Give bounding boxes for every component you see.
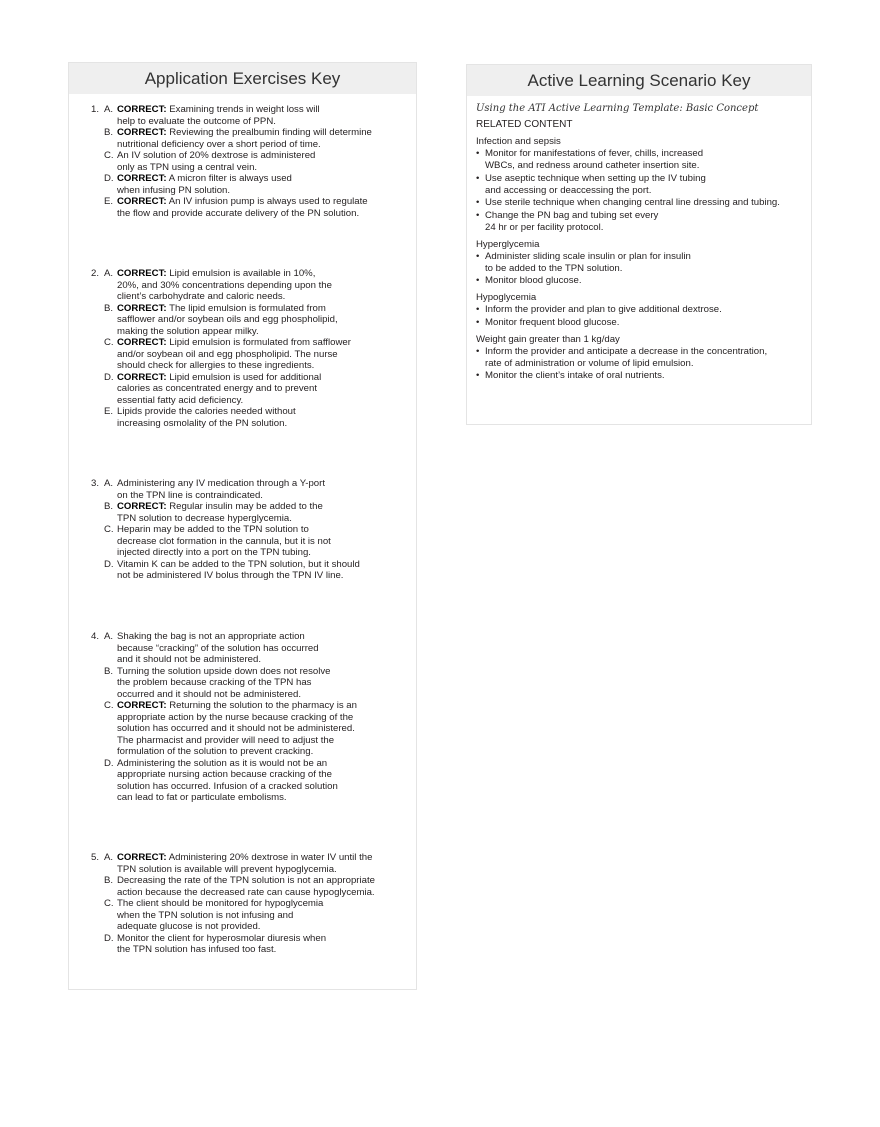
option-text: only as TPN using a central vein.	[117, 161, 258, 173]
answer-option	[69, 127, 409, 150]
option-text-line	[117, 910, 409, 922]
answer-option	[69, 104, 409, 127]
option-text-line	[117, 559, 409, 571]
answer-option	[69, 631, 409, 666]
option-text-line	[117, 898, 409, 910]
option-text-line	[117, 643, 409, 655]
option-text-line	[117, 383, 409, 395]
answer-option	[69, 173, 409, 196]
option-text-line	[117, 303, 409, 315]
option-letter: A.	[104, 268, 114, 279]
answer-option	[69, 700, 409, 758]
bullet-icon: •	[476, 172, 480, 184]
option-letter: B.	[104, 875, 114, 886]
bullet-item	[476, 251, 811, 275]
option-text-line	[117, 570, 409, 582]
question-3	[69, 478, 409, 582]
option-text-line	[117, 185, 409, 197]
option-text-line	[117, 666, 409, 678]
bullet-text: Monitor for manifestations of fever, chills, increased	[485, 148, 704, 159]
option-text: Monitor the client for hyperosmolar diuresis when	[117, 932, 327, 944]
option-text: TPN solution to decrease hyperglycemia.	[117, 512, 292, 524]
option-text-line	[117, 547, 409, 559]
option-text-line	[117, 758, 409, 770]
option-letter: D.	[104, 932, 114, 944]
application-exercises-key-panel	[68, 62, 417, 990]
option-letter: D.	[104, 558, 114, 570]
content-section	[476, 334, 811, 383]
option-text-line	[117, 116, 409, 128]
option-text: 20%, and 30% concentrations depending upon the	[117, 279, 332, 291]
option-letter: A.	[104, 478, 114, 489]
option-text-line	[117, 654, 409, 666]
option-text: nutritional deficiency over a short period of time.	[117, 138, 321, 150]
option-text: client’s carbohydrate and caloric needs.	[117, 291, 286, 302]
option-text: safflower and/or soybean oils and egg phospholipid,	[117, 314, 338, 325]
section-heading: Infection and sepsis	[476, 136, 561, 147]
correct-label: CORRECT:	[117, 127, 167, 138]
option-text: A micron filter is always used	[168, 173, 292, 184]
bullet-text: to be added to the TPN solution.	[485, 262, 623, 274]
option-text-line	[117, 280, 409, 292]
option-text: Administering the solution as it is would not be an	[117, 757, 328, 769]
option-text: Administering 20% dextrose in water IV until the	[168, 852, 373, 863]
answer-option	[69, 303, 409, 338]
bullet-item	[476, 197, 811, 209]
bullet-text: Inform the provider and anticipate a decrease in the concentration,	[485, 345, 768, 357]
bullet-icon: •	[476, 148, 480, 159]
option-text-line	[117, 792, 409, 804]
option-text: when the TPN solution is not infusing and	[117, 909, 294, 921]
bullet-icon: •	[476, 345, 480, 357]
option-text: because “cracking” of the solution has occurred	[117, 642, 319, 654]
related-content-label: RELATED CONTENT	[476, 119, 573, 130]
option-text: Lipids provide the calories needed without	[117, 406, 296, 417]
option-text: Regular insulin may be added to the	[169, 501, 323, 512]
section-heading: Hypoglycemia	[476, 292, 537, 303]
option-text-line	[117, 887, 409, 899]
option-text: Administering any IV medication through a Y-port	[117, 478, 325, 489]
option-text: the problem because cracking of the TPN has	[117, 677, 312, 688]
option-text-line	[117, 524, 409, 536]
option-text-line	[117, 127, 409, 139]
option-text: The lipid emulsion is formulated from	[169, 302, 326, 314]
option-text: decrease clot formation in the cannula, but it is not	[117, 535, 331, 547]
option-text-line	[117, 944, 409, 956]
correct-label: CORRECT:	[117, 268, 167, 279]
content-section	[476, 136, 811, 234]
option-letter: C.	[104, 898, 114, 909]
bullet-text: and accessing or deaccessing the port.	[485, 184, 652, 196]
option-letter: C.	[104, 337, 114, 348]
correct-label: CORRECT:	[117, 852, 167, 863]
option-text: Returning the solution to the pharmacy is an	[169, 700, 357, 711]
option-text: should check for allergies to these ingredients.	[117, 360, 315, 371]
option-letter: B.	[104, 127, 114, 138]
answer-option	[69, 196, 409, 219]
option-text-line	[117, 337, 409, 349]
correct-label: CORRECT:	[117, 371, 167, 383]
bullet-icon: •	[476, 370, 480, 381]
option-text: when infusing PN solution.	[117, 184, 231, 196]
content-section	[476, 239, 811, 288]
option-text-line	[117, 268, 409, 280]
option-text: calories as concentrated energy and to prevent	[117, 383, 317, 394]
option-text: Examining trends in weight loss will	[169, 104, 320, 115]
option-text: Lipid emulsion is available in 10%,	[169, 268, 316, 279]
option-text: the TPN solution has infused too fast.	[117, 944, 277, 955]
option-text-line	[117, 349, 409, 361]
option-text-line	[117, 162, 409, 174]
correct-label: CORRECT:	[117, 302, 167, 314]
bullet-text: rate of administration or volume of lipid emulsion.	[485, 357, 694, 369]
option-text: the flow and provide accurate delivery of the PN solution.	[117, 207, 360, 219]
option-letter: C.	[104, 150, 114, 161]
bullet-text: Monitor blood glucose.	[485, 275, 582, 286]
option-text-line	[117, 326, 409, 338]
correct-label: CORRECT:	[117, 104, 167, 115]
option-text-line	[117, 700, 409, 712]
option-text-line	[117, 360, 409, 372]
option-text-line	[117, 478, 409, 490]
bullet-text: 24 hr or per facility protocol.	[485, 221, 604, 233]
option-letter: B.	[104, 302, 114, 314]
option-text: and/or soybean oil and egg phospholipid. The nurse	[117, 348, 338, 360]
question-2	[69, 268, 409, 429]
option-letter: B.	[104, 501, 114, 512]
option-text-line	[117, 490, 409, 502]
panel-title: Active Learning Scenario Key	[467, 65, 811, 96]
option-text: appropriate nursing action because cracking of the	[117, 769, 332, 780]
answer-option	[69, 559, 409, 582]
option-text-line	[117, 933, 409, 945]
question-1	[69, 104, 409, 219]
option-text: solution has occurred. Infusion of a cracked solution	[117, 780, 338, 792]
answer-option	[69, 524, 409, 559]
option-text-line	[117, 746, 409, 758]
option-text-line	[117, 104, 409, 116]
bullet-text: WBCs, and redness around catheter insertion site.	[485, 160, 700, 171]
answer-option	[69, 150, 409, 173]
answer-option	[69, 898, 409, 933]
correct-label: CORRECT:	[117, 700, 167, 711]
option-text-line	[117, 314, 409, 326]
option-text-line	[117, 781, 409, 793]
option-text: and it should not be administered.	[117, 654, 261, 665]
section-heading: Weight gain greater than 1 kg/day	[476, 333, 620, 345]
option-text: adequate glucose is not provided.	[117, 921, 261, 932]
bullet-text: Use sterile technique when changing central line dressing and tubing.	[485, 197, 780, 208]
option-text: Lipid emulsion is used for additional	[169, 371, 322, 383]
bullet-item	[476, 148, 811, 172]
option-text-line	[117, 631, 409, 643]
option-text-line	[117, 712, 409, 724]
option-text: The pharmacist and provider will need to adjust the	[117, 734, 335, 746]
answer-option	[69, 933, 409, 956]
option-text: injected directly into a port on the TPN tubing.	[117, 547, 311, 558]
option-letter: B.	[104, 665, 114, 677]
bullet-item	[476, 275, 811, 287]
option-text-line	[117, 395, 409, 407]
bullet-icon: •	[476, 316, 480, 328]
template-subtitle: Using the ATI Active Learning Template: Basic Concept	[476, 103, 759, 114]
option-text: Decreasing the rate of the TPN solution is not an appropriate	[117, 875, 375, 886]
option-text-line	[117, 677, 409, 689]
option-text-line	[117, 723, 409, 735]
question-5	[69, 852, 409, 956]
option-text-line	[117, 864, 409, 876]
option-text-line	[117, 921, 409, 933]
option-text: Heparin may be added to the TPN solution to	[117, 524, 309, 535]
option-letter: A.	[104, 852, 114, 863]
option-text-line	[117, 852, 409, 864]
option-text-line	[117, 418, 409, 430]
option-text-line	[117, 735, 409, 747]
correct-label: CORRECT:	[117, 173, 167, 184]
active-learning-scenario-key-panel	[466, 64, 812, 425]
option-text-line	[117, 406, 409, 418]
question-4	[69, 631, 409, 804]
option-text-line	[117, 536, 409, 548]
bullet-item	[476, 317, 811, 329]
answer-option	[69, 501, 409, 524]
option-text: can lead to fat or particulate embolisms.	[117, 792, 287, 803]
answer-option	[69, 758, 409, 804]
option-text: An IV solution of 20% dextrose is administered	[117, 150, 316, 161]
option-letter: D.	[104, 173, 114, 184]
bullet-icon: •	[476, 250, 480, 262]
option-text: Turning the solution upside down does not resolve	[117, 665, 331, 677]
option-text-line	[117, 501, 409, 513]
bullet-icon: •	[476, 275, 480, 286]
bullet-text: Use aseptic technique when setting up the IV tubing	[485, 172, 706, 184]
correct-label: CORRECT:	[117, 501, 167, 512]
option-text-line	[117, 513, 409, 525]
option-text: The client should be monitored for hypoglycemia	[117, 898, 324, 909]
bullet-item	[476, 210, 811, 234]
option-text: on the TPN line is contraindicated.	[117, 489, 263, 501]
section-heading: Hyperglycemia	[476, 238, 540, 250]
question-number: 1.	[91, 104, 100, 115]
correct-label: CORRECT:	[117, 196, 167, 207]
option-text: making the solution appear milky.	[117, 325, 259, 337]
option-letter: A.	[104, 631, 114, 642]
question-number: 3.	[91, 478, 100, 489]
bullet-icon: •	[476, 304, 480, 315]
option-text: occurred and it should not be administered.	[117, 688, 301, 700]
option-text-line	[117, 689, 409, 701]
bullet-item	[476, 304, 811, 316]
bullet-item	[476, 173, 811, 197]
option-text: solution has occurred and it should not be administered.	[117, 723, 355, 734]
option-text: An IV infusion pump is always used to regulate	[168, 196, 368, 207]
option-text-line	[117, 372, 409, 384]
option-text: Shaking the bag is not an appropriate action	[117, 631, 305, 642]
option-text-line	[117, 139, 409, 151]
content-section	[476, 292, 811, 329]
question-number: 4.	[91, 631, 100, 642]
option-text-line	[117, 875, 409, 887]
option-letter: E.	[104, 196, 114, 207]
option-text: essential fatty acid deficiency.	[117, 394, 244, 406]
option-text: action because the decreased rate can cause hypoglycemia.	[117, 886, 375, 898]
answer-option	[69, 666, 409, 701]
option-text-line	[117, 173, 409, 185]
answer-option	[69, 372, 409, 407]
option-letter: C.	[104, 524, 114, 535]
option-text: Reviewing the prealbumin finding will determine	[169, 127, 372, 138]
option-text: not be administered IV bolus through the TPN IV line.	[117, 570, 344, 581]
option-text: appropriate action by the nurse because cracking of the	[117, 711, 354, 723]
option-text-line	[117, 208, 409, 220]
bullet-text: Monitor frequent blood glucose.	[485, 316, 620, 328]
answer-option	[69, 337, 409, 372]
bullet-icon: •	[476, 209, 480, 221]
panel-title: Application Exercises Key	[69, 63, 416, 94]
option-letter: D.	[104, 757, 114, 769]
option-letter: C.	[104, 700, 114, 711]
option-text: formulation of the solution to prevent cracking.	[117, 746, 314, 757]
bullet-text: Change the PN bag and tubing set every	[485, 209, 659, 221]
option-text-line	[117, 150, 409, 162]
option-text: Vitamin K can be added to the TPN solution, but it should	[117, 558, 360, 570]
option-text-line	[117, 769, 409, 781]
answer-option	[69, 478, 409, 501]
answer-option	[69, 406, 409, 429]
question-number: 5.	[91, 852, 100, 863]
option-text-line	[117, 291, 409, 303]
option-text: help to evaluate the outcome of PPN.	[117, 115, 276, 127]
correct-label: CORRECT:	[117, 337, 167, 348]
answer-option	[69, 268, 409, 303]
option-text: increasing osmolality of the PN solution.	[117, 417, 288, 429]
bullet-item	[476, 370, 811, 382]
option-text: Lipid emulsion is formulated from safflower	[169, 337, 351, 348]
option-letter: D.	[104, 371, 114, 383]
option-text: TPN solution is available will prevent hypoglycemia.	[117, 863, 337, 875]
answer-option	[69, 875, 409, 898]
bullet-text: Administer sliding scale insulin or plan for insulin	[485, 250, 691, 262]
bullet-item	[476, 346, 811, 370]
option-letter: E.	[104, 406, 114, 417]
bullet-text: Monitor the client’s intake of oral nutrients.	[485, 370, 665, 381]
answer-option	[69, 852, 409, 875]
option-text-line	[117, 196, 409, 208]
question-number: 2.	[91, 268, 100, 279]
bullet-icon: •	[476, 197, 480, 208]
option-letter: A.	[104, 104, 114, 115]
bullet-text: Inform the provider and plan to give additional dextrose.	[485, 304, 722, 315]
